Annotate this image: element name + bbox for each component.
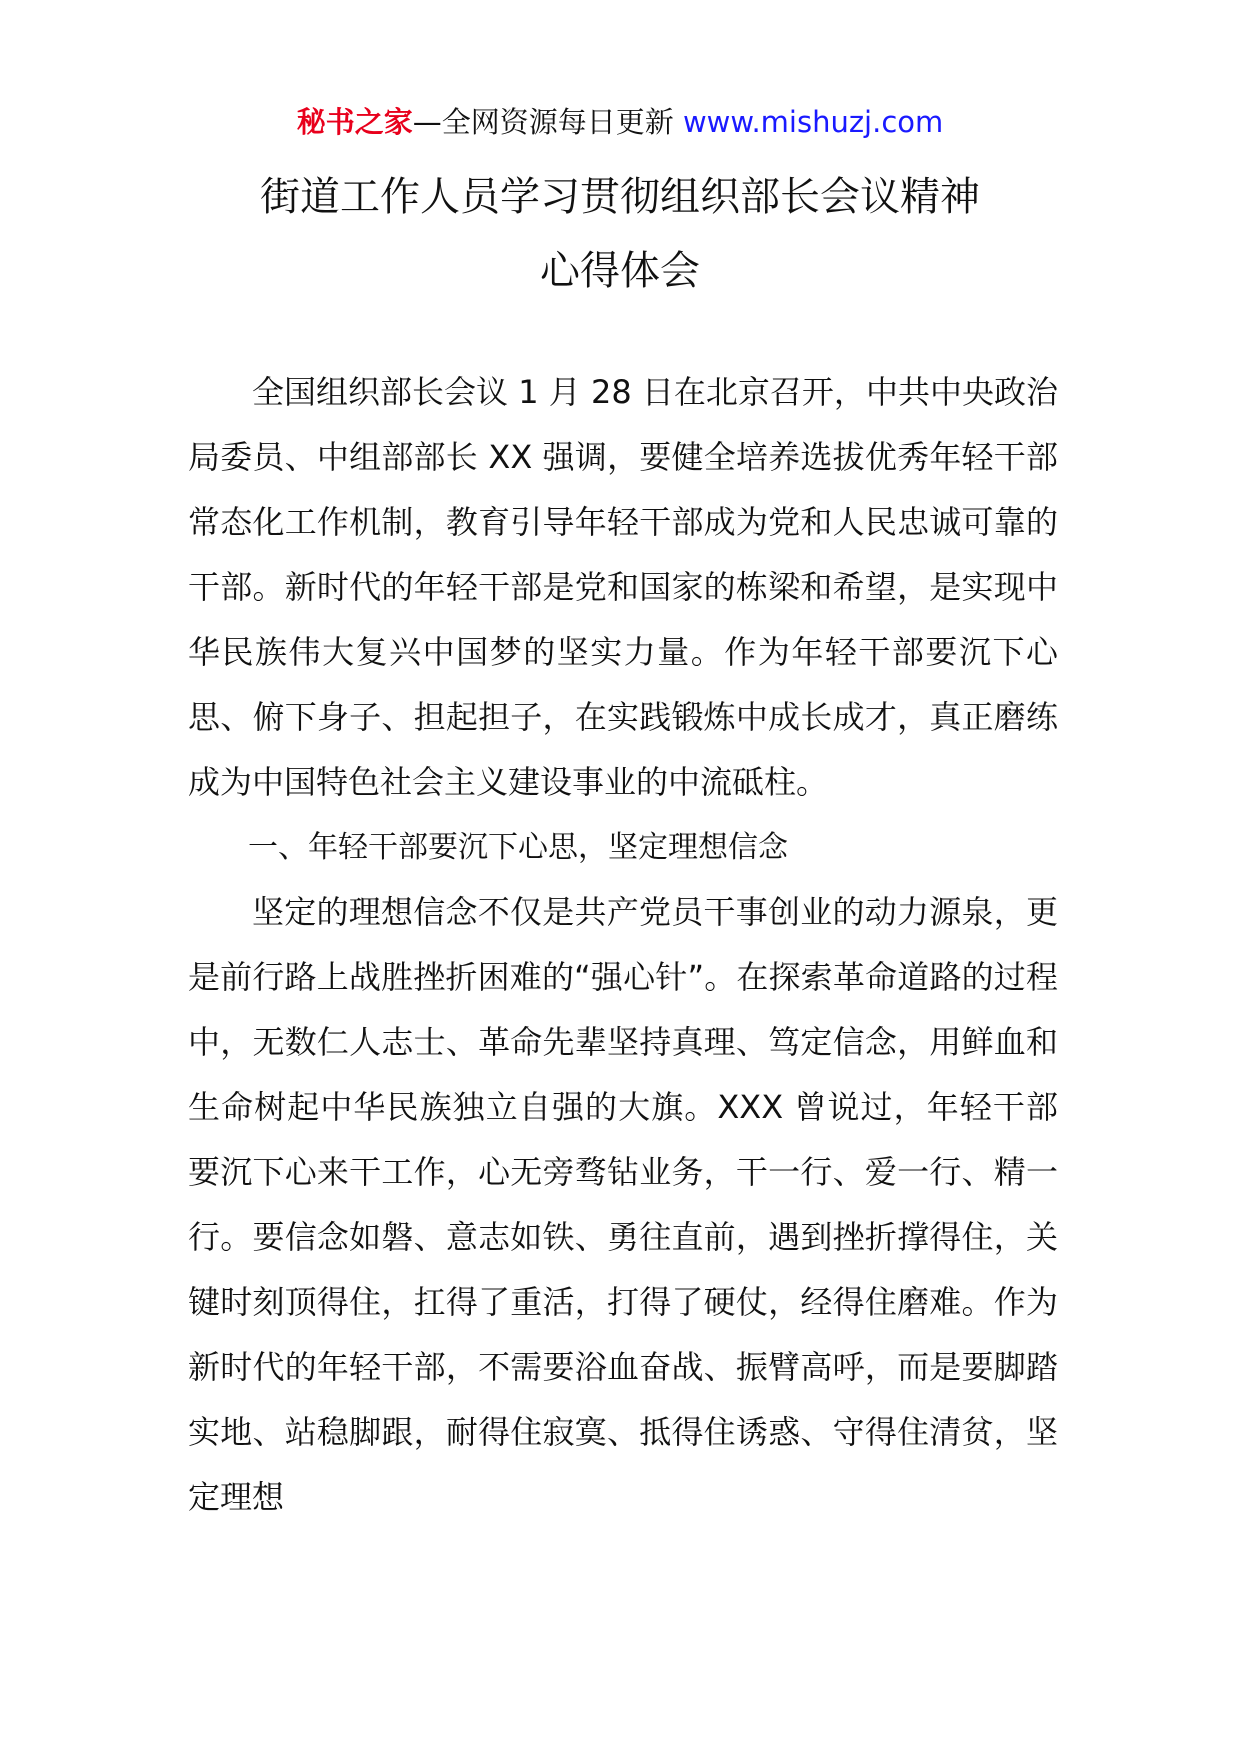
- section-heading-1: 一、年轻干部要沉下心思，坚定理想信念: [248, 830, 788, 865]
- brand-name: 秘书之家: [296, 105, 413, 139]
- title-line-2: 心得体会: [540, 248, 700, 294]
- site-url-link[interactable]: www.mishuzj.com: [682, 105, 944, 139]
- paragraph-section-1: 坚定的理想信念不仅是共产党员干事创业的动力源泉，更是前行路上战胜挫折困难的“强心针”。在探索革命道路的过程中，无数仁人志士、革命先辈坚持真理、笃定信念，用鲜血和生命树起中华民族独立自强的大旗。XXX 曾说过，年轻干部要沉下心来干工作，心无旁骛钻业务，干一行、爱一行、精一行。要信念如磐、意志如铁、勇往直前，遇到挫折撑得住，关键时刻顶得住，扛得了重活，打得了硬仗，经得住磨难。作为新时代的年轻干部，不需要浴血奋战、振臂高呼，而是要脚踏实地、站稳脚跟，耐得住寂寞、抵得住诱惑、守得住清贫，坚定理想: [188, 893, 1058, 1516]
- paragraph-intro: 全国组织部长会议 1 月 28 日在北京召开，中共中央政治局委员、中组部部长 XX 强调，要健全培养选拔优秀年轻干部常态化工作机制，教育引导年轻干部成为党和人民忠诚可靠的干部。新时代的年轻干部是党和国家的栋梁和希望，是实现中华民族伟大复兴中国梦的坚实力量。作为年轻干部要沉下心思、俯下身子、担起担子，在实践锻炼中成长成才，真正磨练成为中国特色社会主义建设事业的中流砥柱。: [188, 373, 1058, 801]
- document-title: [0, 160, 1240, 308]
- document-body: [188, 360, 1058, 1530]
- site-header-banner: [0, 100, 1240, 144]
- title-line-1: 街道工作人员学习贯彻组织部长会议精神: [260, 174, 980, 220]
- header-tagline: —全网资源每日更新: [412, 105, 683, 139]
